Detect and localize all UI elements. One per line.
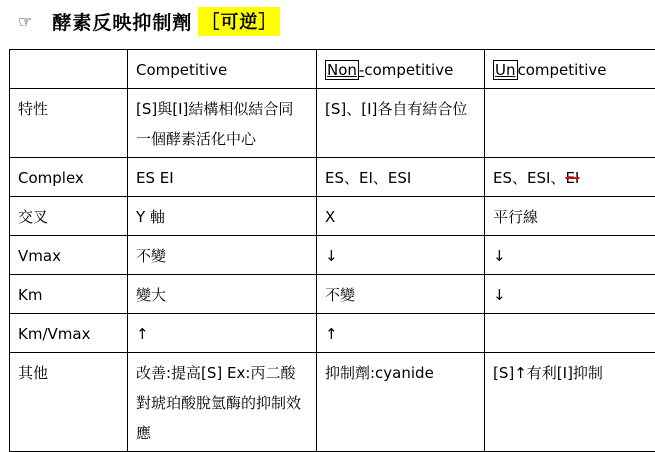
cell-competitive: [S]與[I]結構相似結合同一個酵素活化中心 bbox=[128, 89, 317, 158]
row-label: Km/Vmax bbox=[10, 314, 128, 353]
pointing-hand-icon: ☞ bbox=[18, 12, 32, 31]
row-label: Vmax bbox=[10, 236, 128, 275]
struck-ei: EI bbox=[565, 169, 579, 187]
header-empty-cell bbox=[10, 50, 128, 89]
cell-noncompetitive: 不變 bbox=[317, 275, 485, 314]
table-header-row bbox=[10, 50, 655, 89]
cell-competitive: 改善:提高[S] Ex:丙二酸對琥珀酸脫氫酶的抑制效應 bbox=[128, 353, 317, 452]
cell-uncompetitive: [S]↑有利[I]抑制 bbox=[485, 353, 655, 452]
cell-competitive: 變大 bbox=[128, 275, 317, 314]
non-prefix: Non bbox=[325, 60, 359, 80]
title-text: 酵素反映抑制劑 bbox=[52, 8, 192, 35]
table-row bbox=[10, 314, 655, 353]
cell-competitive: 不變 bbox=[128, 236, 317, 275]
cell-noncompetitive: ↑ bbox=[317, 314, 485, 353]
header-noncompetitive bbox=[317, 50, 485, 89]
cell-noncompetitive: ES、EI、ESI bbox=[317, 158, 485, 197]
table-row bbox=[10, 89, 655, 158]
cell-noncompetitive: 抑制劑:cyanide bbox=[317, 353, 485, 452]
cell-competitive: ↑ bbox=[128, 314, 317, 353]
cell-competitive: Y 軸 bbox=[128, 197, 317, 236]
cell-competitive: ES EI bbox=[128, 158, 317, 197]
non-hyphen: - bbox=[359, 61, 364, 79]
table-row bbox=[10, 236, 655, 275]
cell-uncompetitive: 平行線 bbox=[485, 197, 655, 236]
row-label: Complex bbox=[10, 158, 128, 197]
cell-uncompetitive: ↓ bbox=[485, 275, 655, 314]
cell-uncompetitive bbox=[485, 158, 655, 197]
cell-uncompetitive bbox=[485, 314, 655, 353]
cell-uncompetitive: ↓ bbox=[485, 236, 655, 275]
table-row bbox=[10, 353, 655, 452]
complex-prefix: ES、ESI、 bbox=[493, 169, 565, 187]
inhibitor-table bbox=[9, 49, 655, 452]
section-title bbox=[18, 6, 280, 36]
non-rest: competitive bbox=[364, 61, 453, 79]
row-label: Km bbox=[10, 275, 128, 314]
un-rest: competitive bbox=[518, 61, 607, 79]
table-row bbox=[10, 197, 655, 236]
cell-noncompetitive: [S]、[I]各自有結合位 bbox=[317, 89, 485, 158]
reversible-tag: ［可逆］ bbox=[198, 7, 280, 36]
row-label: 其他 bbox=[10, 353, 128, 452]
un-prefix: Un bbox=[493, 60, 518, 80]
table-row bbox=[10, 275, 655, 314]
row-label: 交叉 bbox=[10, 197, 128, 236]
header-uncompetitive bbox=[485, 50, 655, 89]
row-label: 特性 bbox=[10, 89, 128, 158]
cell-uncompetitive bbox=[485, 89, 655, 158]
header-competitive: Competitive bbox=[128, 50, 317, 89]
table-row bbox=[10, 158, 655, 197]
cell-noncompetitive: X bbox=[317, 197, 485, 236]
cell-noncompetitive: ↓ bbox=[317, 236, 485, 275]
